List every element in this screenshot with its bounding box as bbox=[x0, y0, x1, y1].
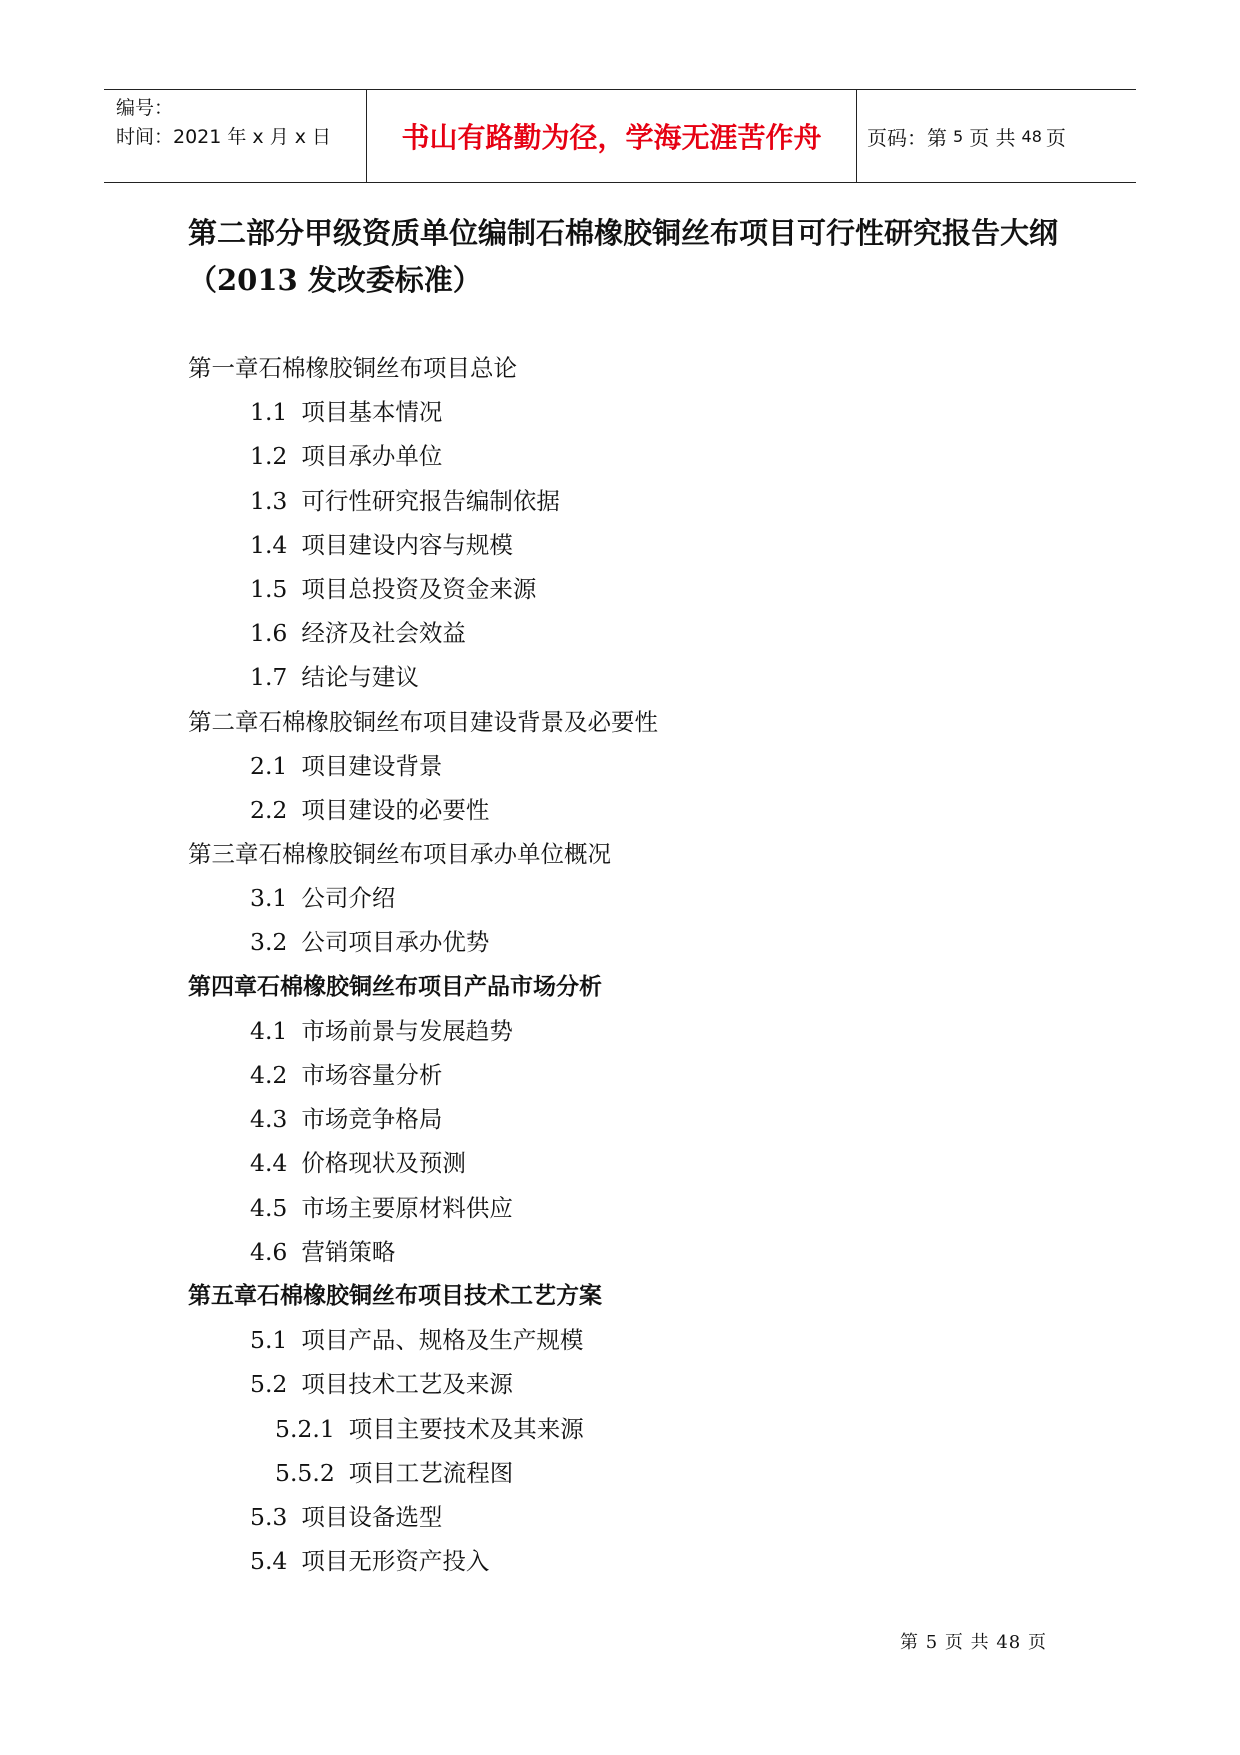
toc-item bbox=[188, 611, 658, 655]
toc-item-number: 5.2 bbox=[250, 1370, 288, 1399]
toc-item bbox=[188, 788, 658, 832]
toc-item-text: 项目产品、规格及生产规模 bbox=[301, 1326, 584, 1355]
toc-item bbox=[188, 1186, 658, 1230]
toc-item-number: 5.2.1 bbox=[275, 1414, 335, 1443]
toc-item-number: 1.2 bbox=[250, 442, 288, 471]
toc-item-number: 4.3 bbox=[250, 1105, 288, 1134]
toc-item bbox=[188, 655, 658, 699]
toc-item-number: 5.5.2 bbox=[275, 1458, 335, 1487]
toc-item bbox=[188, 920, 658, 964]
toc-item-number: 5.3 bbox=[250, 1502, 288, 1531]
toc-item-text: 可行性研究报告编制依据 bbox=[301, 486, 560, 515]
toc-item-text: 公司项目承办优势 bbox=[301, 928, 490, 957]
toc-item-text: 第五章石棉橡胶铜丝布项目技术工艺方案 bbox=[188, 1282, 602, 1309]
toc-item bbox=[188, 523, 658, 567]
toc-item-text: 项目主要技术及其来源 bbox=[348, 1414, 584, 1443]
toc-item-number: 1.7 bbox=[250, 663, 288, 692]
toc-item-text: 市场容量分析 bbox=[301, 1061, 443, 1089]
page-suffix: 页 bbox=[1045, 125, 1066, 150]
toc-item bbox=[188, 1362, 658, 1406]
toc-item-number: 3.2 bbox=[250, 928, 288, 957]
toc-item-number: 2.2 bbox=[250, 795, 288, 824]
toc-item bbox=[188, 1318, 658, 1362]
toc-item-text: 项目设备选型 bbox=[301, 1502, 443, 1531]
toc-item-text: 市场竞争格局 bbox=[301, 1105, 443, 1134]
toc-item-number: 1.1 bbox=[250, 398, 288, 427]
page-footer: 第 5 页 共 48 页 bbox=[900, 1632, 1047, 1653]
toc-chapter bbox=[188, 1274, 658, 1318]
toc-item-number: 5.4 bbox=[250, 1547, 288, 1576]
toc-item bbox=[188, 434, 658, 478]
page-prefix: 页码：第 bbox=[867, 125, 947, 150]
document-date: 时间：2021 年 x 月 x 日 bbox=[116, 126, 332, 148]
toc-item-text: 价格现状及预测 bbox=[301, 1149, 466, 1178]
toc-item-number: 4.4 bbox=[250, 1149, 288, 1178]
header-meta bbox=[104, 90, 367, 182]
toc-item bbox=[188, 1141, 658, 1185]
toc-item-text: 市场主要原材料供应 bbox=[301, 1193, 513, 1222]
page-header bbox=[104, 89, 1136, 183]
toc-item-text: 营销策略 bbox=[301, 1237, 396, 1266]
toc-item-text: 第二章石棉橡胶铜丝布项目建设背景及必要性 bbox=[188, 707, 658, 736]
document-title: 第二部分甲级资质单位编制石棉橡胶铜丝布项目可行性研究报告大纲（2013 发改委标准） bbox=[188, 216, 1059, 297]
toc-item-text: 项目总投资及资金来源 bbox=[301, 574, 537, 603]
toc-item-number: 4.6 bbox=[250, 1237, 288, 1266]
toc-item bbox=[188, 1495, 658, 1539]
toc-item-text: 项目承办单位 bbox=[301, 442, 443, 471]
table-of-contents bbox=[188, 346, 658, 1583]
toc-item-number: 2.1 bbox=[250, 751, 288, 780]
toc-item-text: 项目建设的必要性 bbox=[301, 795, 490, 824]
toc-item-number: 1.4 bbox=[250, 530, 288, 559]
toc-item-text: 第一章石棉橡胶铜丝布项目总论 bbox=[188, 354, 517, 382]
toc-item-number: 1.5 bbox=[250, 574, 288, 603]
toc-item bbox=[188, 744, 658, 788]
toc-item-number: 1.3 bbox=[250, 486, 288, 515]
toc-item bbox=[188, 390, 658, 434]
toc-item-number: 4.1 bbox=[250, 1016, 288, 1045]
toc-item-number: 5.1 bbox=[250, 1326, 288, 1355]
document-code-label: 编号： bbox=[116, 97, 174, 119]
toc-item bbox=[188, 1230, 658, 1274]
header-slogan: 书山有路勤为径，学海无涯苦作舟 bbox=[367, 90, 857, 182]
toc-item bbox=[188, 1451, 658, 1495]
page-total: 48 bbox=[1021, 126, 1042, 146]
toc-item-text: 项目无形资产投入 bbox=[301, 1547, 490, 1576]
page-number: 5 bbox=[953, 126, 964, 146]
toc-item bbox=[188, 567, 658, 611]
toc-item bbox=[188, 1407, 658, 1451]
toc-item-text: 公司介绍 bbox=[301, 884, 396, 913]
toc-item bbox=[188, 1009, 658, 1053]
toc-item-text: 结论与建议 bbox=[301, 663, 419, 692]
toc-item-number: 1.6 bbox=[250, 619, 288, 648]
toc-item-text: 市场前景与发展趋势 bbox=[301, 1016, 513, 1045]
toc-item-text: 第三章石棉橡胶铜丝布项目承办单位概况 bbox=[188, 840, 611, 869]
header-page-info bbox=[857, 90, 1136, 182]
page-mid: 页 共 bbox=[969, 125, 1016, 150]
toc-item-text: 项目工艺流程图 bbox=[348, 1458, 514, 1487]
toc-item-text: 第四章石棉橡胶铜丝布项目产品市场分析 bbox=[188, 973, 602, 1000]
toc-item bbox=[188, 1097, 658, 1141]
toc-item-text: 项目建设背景 bbox=[301, 751, 443, 780]
toc-item-number: 3.1 bbox=[250, 884, 288, 913]
toc-item bbox=[188, 1053, 658, 1097]
toc-item-text: 项目建设内容与规模 bbox=[301, 530, 513, 559]
toc-item bbox=[188, 479, 658, 523]
toc-chapter bbox=[188, 832, 658, 876]
toc-item-number: 4.2 bbox=[250, 1061, 288, 1089]
toc-chapter bbox=[188, 965, 658, 1009]
toc-chapter bbox=[188, 346, 658, 390]
toc-item bbox=[188, 1539, 658, 1583]
toc-item-text: 项目基本情况 bbox=[301, 398, 443, 427]
toc-item-number: 4.5 bbox=[250, 1193, 288, 1222]
toc-item bbox=[188, 876, 658, 920]
toc-chapter bbox=[188, 700, 658, 744]
toc-item-text: 经济及社会效益 bbox=[301, 619, 466, 648]
toc-item-text: 项目技术工艺及来源 bbox=[301, 1370, 513, 1399]
